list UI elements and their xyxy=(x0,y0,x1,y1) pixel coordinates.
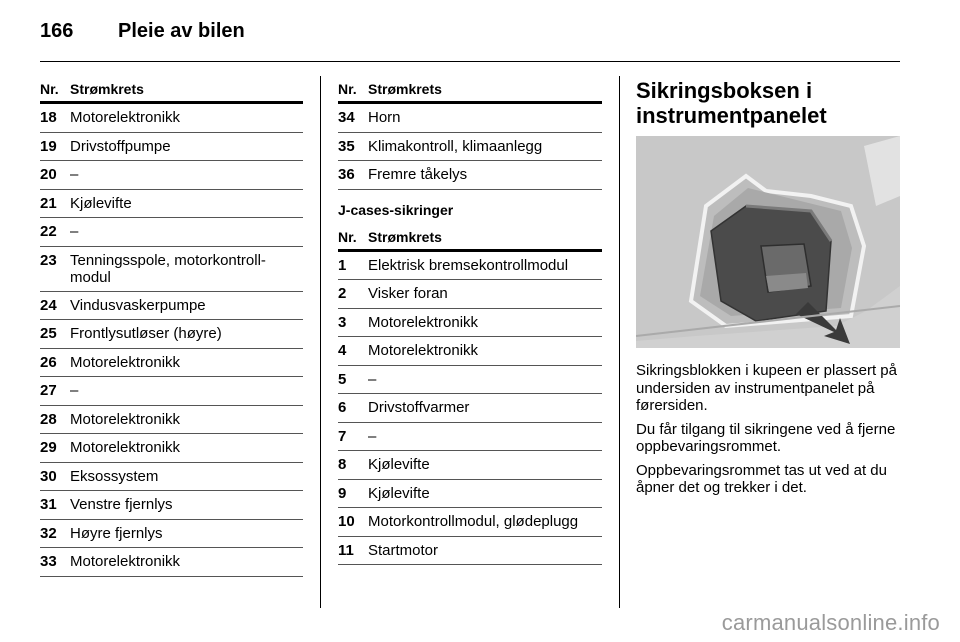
fuse-number: 35 xyxy=(338,137,355,155)
fuse-number: 24 xyxy=(40,296,57,314)
fuse-number: 2 xyxy=(338,285,347,302)
table-row xyxy=(338,366,602,395)
fuse-circuit: – xyxy=(368,427,377,445)
fuse-number: 34 xyxy=(338,109,355,126)
page-number: 166 xyxy=(40,20,74,42)
fuse-number: 20 xyxy=(40,166,57,183)
fuse-circuit: Fremre tåkelys xyxy=(368,166,468,183)
fuse-number: 27 xyxy=(40,382,57,399)
fuse-number: 5 xyxy=(338,370,347,388)
table-row xyxy=(40,320,303,349)
table-row xyxy=(338,394,602,423)
fuse-number: 1 xyxy=(338,256,347,274)
fuse-circuit: – xyxy=(70,166,79,183)
fuse-circuit: Frontlysutløser (høyre) xyxy=(70,325,222,342)
fuse-circuit: Drivstoffpumpe xyxy=(70,137,171,155)
table-row xyxy=(40,377,303,406)
page-title: Pleie av bilen xyxy=(118,20,245,42)
table-row xyxy=(338,309,602,338)
fuse-number: 28 xyxy=(40,410,57,428)
table-row xyxy=(338,133,602,162)
table-row xyxy=(338,161,602,190)
fuse-number: 23 xyxy=(40,251,57,269)
fuse-number: 3 xyxy=(338,313,347,331)
table-row xyxy=(338,337,602,366)
fuse-number: 25 xyxy=(40,325,57,342)
table-row xyxy=(40,104,303,133)
table-row xyxy=(338,104,602,133)
fuse-number: 4 xyxy=(338,342,347,359)
fuse-circuit: Eksossystem xyxy=(70,467,159,485)
fuse-number: 6 xyxy=(338,399,347,416)
header-circuit: Strømkrets xyxy=(368,81,442,97)
fuse-number: 36 xyxy=(338,166,355,183)
table-header xyxy=(338,76,602,104)
fuse-circuit: Klimakontroll, klimaanlegg xyxy=(368,137,543,155)
fuse-circuit: Motorelektronikk xyxy=(70,410,181,428)
fuse-number: 33 xyxy=(40,553,57,570)
fuse-circuit: Drivstoffvarmer xyxy=(368,399,470,416)
table-header xyxy=(40,76,303,104)
fuse-number: 11 xyxy=(338,541,354,559)
fuse-circuit: Motorelektronikk xyxy=(368,342,479,359)
header-circuit: Strømkrets xyxy=(368,228,442,245)
table-row xyxy=(40,491,303,520)
fuse-number: 18 xyxy=(40,109,57,126)
table-row xyxy=(338,252,602,281)
table-row xyxy=(40,247,303,292)
fuse-circuit: Visker foran xyxy=(368,285,448,302)
fuse-circuit: Tenningsspole, motorkontroll-modul xyxy=(70,251,266,286)
section-title xyxy=(636,78,904,128)
paragraph-2: Du får tilgang til sikringene ved å fjerne oppbevaringsrommet. xyxy=(636,420,896,455)
table-row xyxy=(40,190,303,219)
fuse-number: 31 xyxy=(40,496,57,513)
table-header xyxy=(338,224,602,252)
fuse-circuit: Motorelektronikk xyxy=(70,109,181,126)
fuse-number: 9 xyxy=(338,484,347,502)
table-row xyxy=(338,537,602,566)
jcase-heading: J-cases-sikringer xyxy=(338,201,454,218)
fuse-circuit: – xyxy=(70,382,79,399)
section-text xyxy=(636,362,904,497)
fuse-circuit: Motorelektronikk xyxy=(368,313,479,331)
table-row xyxy=(40,133,303,162)
fuse-circuit: Horn xyxy=(368,109,401,126)
table-row xyxy=(338,508,602,537)
fuse-circuit: Høyre fjernlys xyxy=(70,524,163,542)
table-row xyxy=(40,292,303,321)
table-row xyxy=(40,548,303,577)
fuse-table-2-body xyxy=(338,104,602,190)
table-row xyxy=(338,280,602,309)
fuse-circuit: Kjølevifte xyxy=(368,484,430,502)
jcase-table-body xyxy=(338,252,602,566)
fuse-number: 7 xyxy=(338,427,347,445)
section-title-line-2: instrumentpanelet xyxy=(636,103,827,128)
header-rule xyxy=(40,61,900,62)
table-row xyxy=(40,161,303,190)
fuse-number: 8 xyxy=(338,456,347,473)
column-divider-2 xyxy=(619,76,620,608)
fusebox-illustration-svg xyxy=(636,136,900,348)
header-nr: Nr. xyxy=(338,228,357,245)
fuse-circuit: – xyxy=(368,370,377,388)
table-row xyxy=(40,406,303,435)
table-row xyxy=(40,218,303,247)
fusebox-location-illustration xyxy=(636,136,900,348)
table-row xyxy=(40,463,303,492)
fuse-number: 19 xyxy=(40,137,57,155)
fuse-circuit: – xyxy=(70,223,79,240)
fuse-number: 22 xyxy=(40,223,57,240)
table-row xyxy=(40,349,303,378)
fuse-number: 10 xyxy=(338,513,355,530)
fuse-circuit: Kjølevifte xyxy=(368,456,430,473)
fuse-circuit: Elektrisk bremsekontrollmodul xyxy=(368,256,569,274)
fuse-table-1-body xyxy=(40,104,303,577)
section-title-line-1: Sikringsboksen i xyxy=(636,78,813,103)
header-circuit: Strømkrets xyxy=(70,81,144,97)
fuse-circuit: Venstre fjernlys xyxy=(70,496,173,513)
fuse-circuit: Motorelektronikk xyxy=(70,353,181,371)
column-divider-1 xyxy=(320,76,321,608)
instrument-panel-section xyxy=(636,76,904,497)
fuse-number: 30 xyxy=(40,467,57,485)
header-nr: Nr. xyxy=(338,81,357,97)
fuse-circuit: Kjølevifte xyxy=(70,194,132,212)
fuse-table-column-2 xyxy=(338,76,602,565)
fuse-circuit: Motorkontrollmodul, glødeplugg xyxy=(368,513,579,530)
header-nr: Nr. xyxy=(40,81,59,97)
fuse-number: 29 xyxy=(40,439,57,456)
table-row xyxy=(338,451,602,480)
fuse-table-column-1 xyxy=(40,76,303,577)
table-row xyxy=(338,423,602,452)
table-row xyxy=(40,434,303,463)
fuse-circuit: Motorelektronikk xyxy=(70,553,181,570)
fuse-circuit: Vindusvaskerpumpe xyxy=(70,296,206,314)
table-row xyxy=(40,520,303,549)
fuse-number: 32 xyxy=(40,524,57,542)
paragraph-3: Oppbevaringsrommet tas ut ved at du åpner det og trekker i det. xyxy=(636,461,887,496)
fuse-number: 26 xyxy=(40,353,57,371)
fuse-number: 21 xyxy=(40,194,57,212)
fuse-circuit: Startmotor xyxy=(368,541,439,559)
fuse-circuit: Motorelektronikk xyxy=(70,439,181,456)
table-row xyxy=(338,480,602,509)
paragraph-1: Sikringsblokken i kupeen er plassert på undersiden av instrumentpanelet på førersiden. xyxy=(636,362,897,414)
watermark: carmanualsonline.info xyxy=(721,610,940,635)
